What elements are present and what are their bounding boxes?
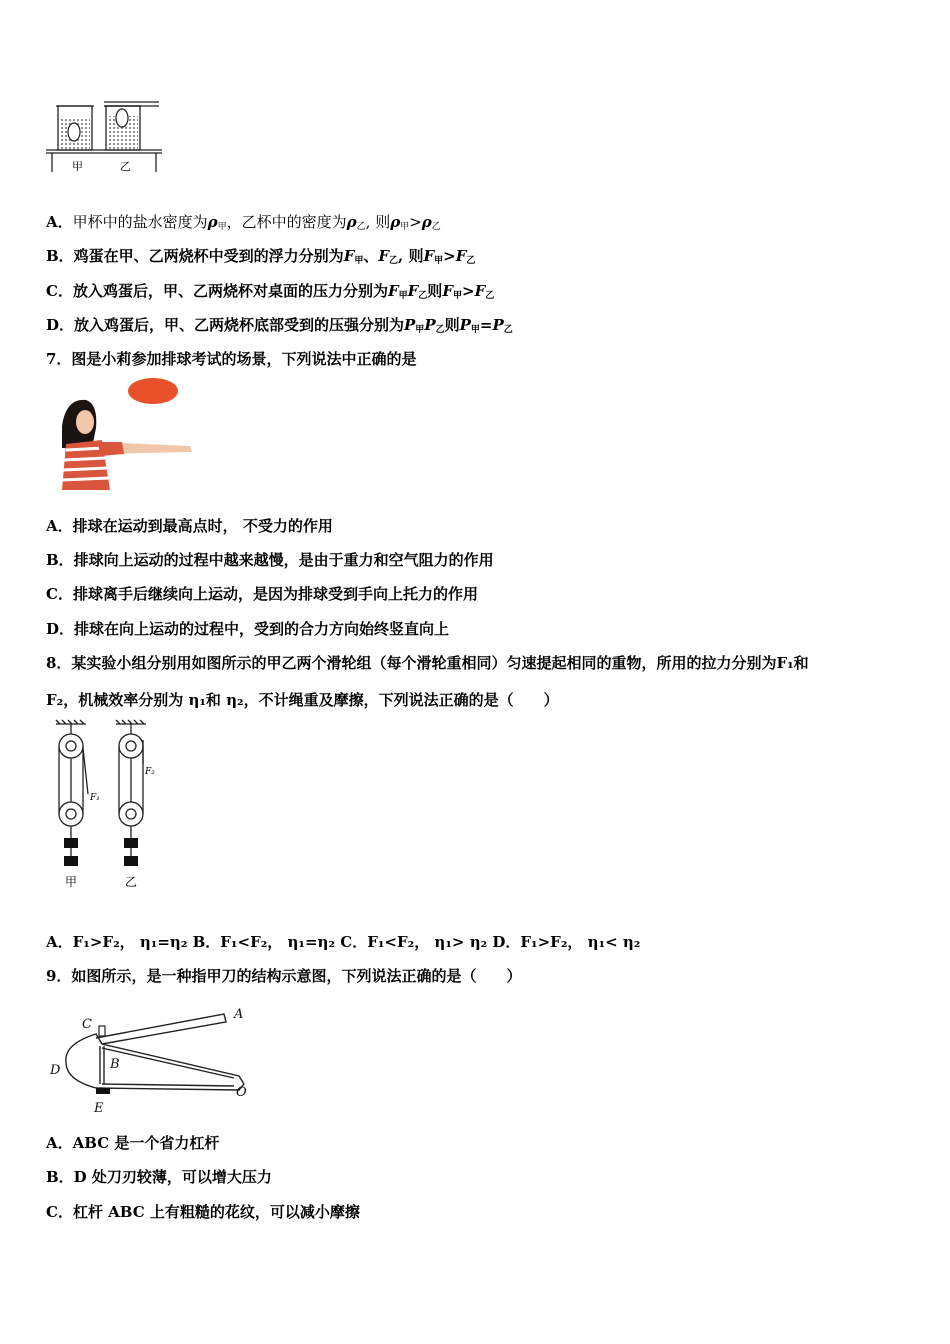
q6-option-d: D．放入鸡蛋后，甲、乙两烧杯底部受到的压强分别为$P_甲P_乙$则$P_甲=P_乙$: [46, 316, 513, 335]
q7-option-b: B．排球向上运动的过程中越来越慢，是由于重力和空气阻力的作用: [46, 551, 494, 569]
clipper-label-b: B: [110, 1057, 120, 1072]
pulley-label-right: 乙: [125, 875, 138, 889]
beakers-figure: [44, 98, 169, 178]
clipper-label-a: A: [234, 1007, 244, 1022]
pulley-figure: [44, 716, 174, 894]
q8-stem-line2: F₂，机械效率分别为 η₁和 η₂，不计绳重及摩擦，下列说法正确的是（ ）: [46, 691, 559, 709]
pulley-label-left: 甲: [65, 875, 78, 889]
beaker-label-left: 甲: [72, 160, 83, 173]
q7-option-d: D．排球在向上运动的过程中，受到的合力方向始终竖直向上: [46, 620, 450, 638]
pulley-f1-label: F₁: [90, 793, 100, 803]
q8-stem-line1: 8．某实验小组分别用如图所示的甲乙两个滑轮组（每个滑轮重相同）匀速提起相同的重物，所用的拉力分别为F₁和: [46, 654, 809, 672]
q7-option-a: A．排球在运动到最高点时， 不受力的作用: [46, 517, 333, 535]
pulley-f2-label: F₂: [145, 767, 155, 777]
q9-option-b: B．D 处刀刃较薄，可以增大压力: [46, 1168, 272, 1186]
clipper-label-e: E: [94, 1101, 104, 1116]
q6-option-a: A．甲杯中的盐水密度为$\rho_甲$，乙杯中的密度为$\rho_乙$, 则$\rho_甲>\rho_乙$: [46, 213, 441, 232]
q7-stem: 7．图是小莉参加排球考试的场景，下列说法中正确的是: [46, 350, 417, 368]
clipper-label-o: O: [236, 1085, 247, 1100]
q9-option-a: A．ABC 是一个省力杠杆: [46, 1134, 220, 1152]
volleyball-figure: [52, 378, 202, 496]
q6-option-c: C．放入鸡蛋后，甲、乙两烧杯对桌面的压力分别为$F_甲F_乙$则$F_甲>F_乙$: [46, 282, 495, 301]
q6-option-b: B．鸡蛋在甲、乙两烧杯中受到的浮力分别为$F_甲$、$F_乙$, 则$F_甲>F_乙$: [46, 247, 476, 266]
clipper-label-d: D: [50, 1063, 61, 1078]
beaker-label-right: 乙: [120, 160, 131, 173]
nail-clipper-figure: [44, 1004, 259, 1119]
q9-option-c: C．杠杆 ABC 上有粗糙的花纹，可以减小摩擦: [46, 1203, 360, 1221]
q9-stem: 9．如图所示，是一种指甲刀的结构示意图，下列说法正确的是（ ）: [46, 967, 522, 985]
q7-option-c: C．排球离手后继续向上运动，是因为排球受到手向上托力的作用: [46, 585, 478, 603]
q8-options: A．F₁>F₂， η₁=η₂ B．F₁<F₂， η₁=η₂ C．F₁<F₂， η₁> η₂ D．F₁>F₂， η₁< η₂: [46, 933, 641, 951]
clipper-label-c: C: [82, 1017, 92, 1032]
